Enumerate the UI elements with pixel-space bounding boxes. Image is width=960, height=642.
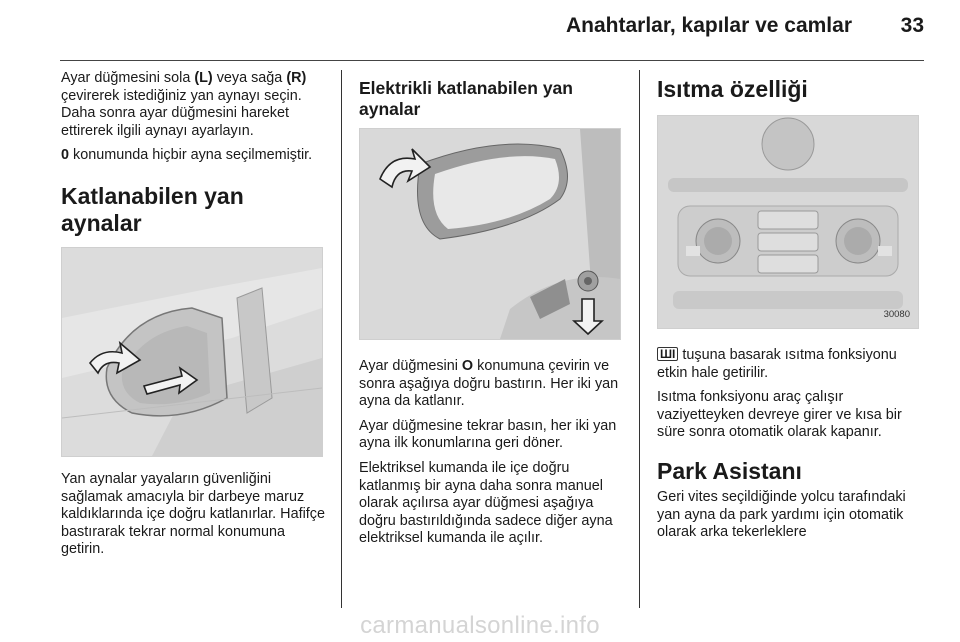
column-1 xyxy=(61,70,325,566)
paragraph-park-assist: Geri vites seçildiğinde yolcu tarafındaki yan ayna da park yardımı için otomatik olarak arka tekerleklere xyxy=(657,488,906,541)
paragraph-heating-activate: ШΙ tuşuna basarak ısıtma fonksiyonu etkin hale getirilir. xyxy=(657,347,897,381)
column-3 xyxy=(657,70,927,549)
section-heading-folding-mirrors: Katlanabilen yan aynalar xyxy=(61,182,244,236)
section-heading-electric-folding: Elektrikli katlanabilen yan aynalar xyxy=(359,78,573,119)
paragraph-folding-info: Yan aynalar yayaların güvenliğini sağlamak amacıyla bir darbeye maruz kaldıklarında içe doğru katlanırlar. Hafifçe bastırarak tekrar normal konumuna getirin. xyxy=(61,470,325,558)
figure-code: 30080 xyxy=(883,309,910,321)
section-heading-heating: Isıtma özelliği xyxy=(657,76,808,102)
running-header-title: Anahtarlar, kapılar ve camlar xyxy=(566,14,852,37)
header-rule xyxy=(60,60,924,61)
paragraph-fold-instruction: Ayar düğmesini O konumuna çevirin ve sonra aşağıya doğru bastırın. Her iki yan ayna da katlanır. xyxy=(359,358,619,410)
section-heading-park-assist: Park Asistanı xyxy=(657,457,802,484)
paragraph-heating-info: Isıtma fonksiyonu araç çalışır vaziyetteyken devreye girer ve kısa bir süre sonra otomatik olarak kapanır. xyxy=(657,389,902,441)
watermark: carmanualsonline.info xyxy=(360,612,600,639)
paragraph-select-mirror: Ayar düğmesini sola (L) veya sağa (R) çevirerek istediğiniz yan aynayı seçin. Daha sonra ayar düğmesini hareket ettirerek ilgili aynayı ayarlayın. xyxy=(61,70,307,139)
paragraph-unfold-instruction: Ayar düğmesine tekrar basın, her iki yan ayna ilk konumlarına geri döner. xyxy=(359,417,617,452)
column-divider-1 xyxy=(341,70,342,608)
mirror-fold-illustration xyxy=(61,247,323,457)
paragraph-zero-position: 0 konumunda hiçbir ayna seçilmemiştir. xyxy=(61,147,313,164)
electric-fold-illustration xyxy=(359,128,621,340)
paragraph-manual-override: Elektriksel kumanda ile içe doğru katlanmış bir ayna daha sonra manuel olarak açılırsa ayar düğmesi aşağıya doğru bastırıldığında sadece diğer ayna elektriksel kumanda ile açılır. xyxy=(359,459,613,547)
mirror-heating-icon: ШΙ xyxy=(657,347,678,361)
climate-panel-illustration xyxy=(657,115,919,329)
column-divider-2 xyxy=(639,70,640,608)
column-2 xyxy=(359,70,623,555)
page-number: 33 xyxy=(900,14,924,37)
